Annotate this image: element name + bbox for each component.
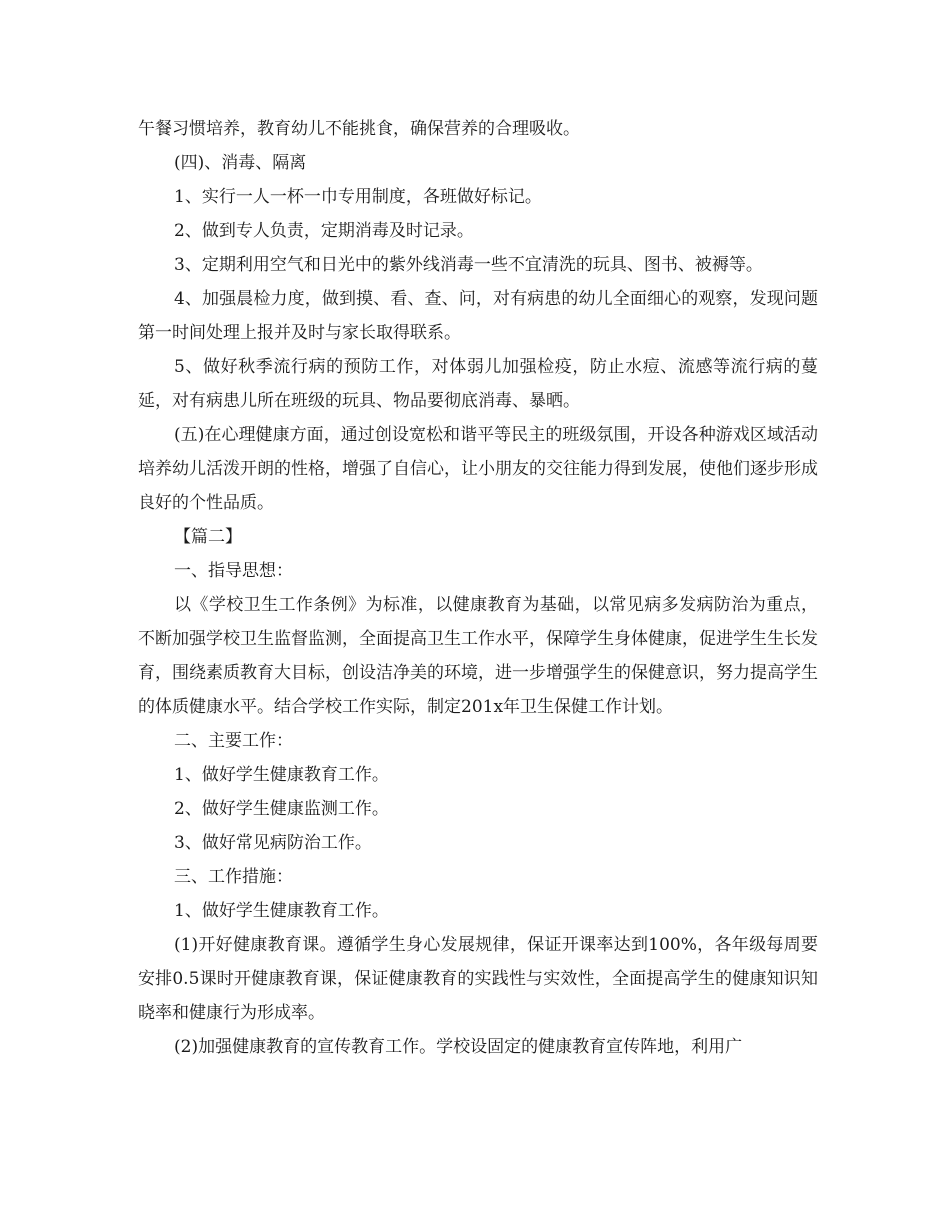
paragraph-health-class: (1)开好健康教育课。遵循学生身心发展规律，保证开课率达到100%，各年级每周要安排0.5课时开健康教育课，保证健康教育的实践性与实效性，全面提高学生的健康知识知晓率和健康行为形成率。 xyxy=(138,935,818,1023)
paragraph-publicity: (2)加强健康教育的宣传教育工作。学校设固定的健康教育宣传阵地，利用广 xyxy=(174,1037,743,1057)
paragraph-guiding-thought: 以《学校卫生工作条例》为标准，以健康教育为基础，以常见病多发病防治为重点，不断加强学校卫生监督监测，全面提高卫生工作水平，保障学生身体健康，促进学生生长发育，围绕素质教育大目标，创设洁净美的环境，进一步增强学生的保健意识，努力提高学生的体质健康水平。结合学校工作实际，制定201x年卫生保健工作计划。 xyxy=(138,595,818,717)
section-heading-part-two: 【篇二】 xyxy=(174,527,242,547)
document-body xyxy=(138,112,818,1064)
list-item-morning-check: 4、加强晨检力度，做到摸、看、查、问，对有病患的幼儿全面细心的观察，发现问题第一时间处理上报并及时与家长取得联系。 xyxy=(138,289,818,343)
list-item-autumn-disease: 5、做好秋季流行病的预防工作，对体弱儿加强检疫，防止水痘、流感等流行病的蔓延，对有病患儿所在班级的玩具、物品要彻底消毒、暴晒。 xyxy=(138,357,818,411)
list-item-health-monitoring: 2、做好学生健康监测工作。 xyxy=(174,799,389,819)
heading-disinfection-isolation: (四)、消毒、隔离 xyxy=(174,153,307,173)
heading-guiding-thought: 一、指导思想： xyxy=(174,561,293,581)
list-item-measure-health-education: 1、做好学生健康教育工作。 xyxy=(174,901,389,921)
heading-work-measures: 三、工作措施： xyxy=(174,867,293,887)
list-item-uv-disinfection: 3、定期利用空气和日光中的紫外线消毒一些不宜清洗的玩具、图书、被褥等。 xyxy=(174,255,763,275)
paragraph-lunch-habits: 午餐习惯培养，教育幼儿不能挑食，确保营养的合理吸收。 xyxy=(138,119,580,139)
list-item-cup-towel: 1、实行一人一杯一巾专用制度，各班做好标记。 xyxy=(174,187,542,207)
list-item-disease-prevention: 3、做好常见病防治工作。 xyxy=(174,833,372,853)
list-item-disinfection-record: 2、做到专人负责，定期消毒及时记录。 xyxy=(174,221,474,241)
heading-main-work: 二、主要工作： xyxy=(174,731,293,751)
list-item-health-education: 1、做好学生健康教育工作。 xyxy=(174,765,389,785)
paragraph-mental-health: (五)在心理健康方面，通过创设宽松和谐平等民主的班级氛围，开设各种游戏区域活动培养幼儿活泼开朗的性格，增强了自信心，让小朋友的交往能力得到发展，使他们逐步形成良好的个性品质。 xyxy=(138,425,818,513)
